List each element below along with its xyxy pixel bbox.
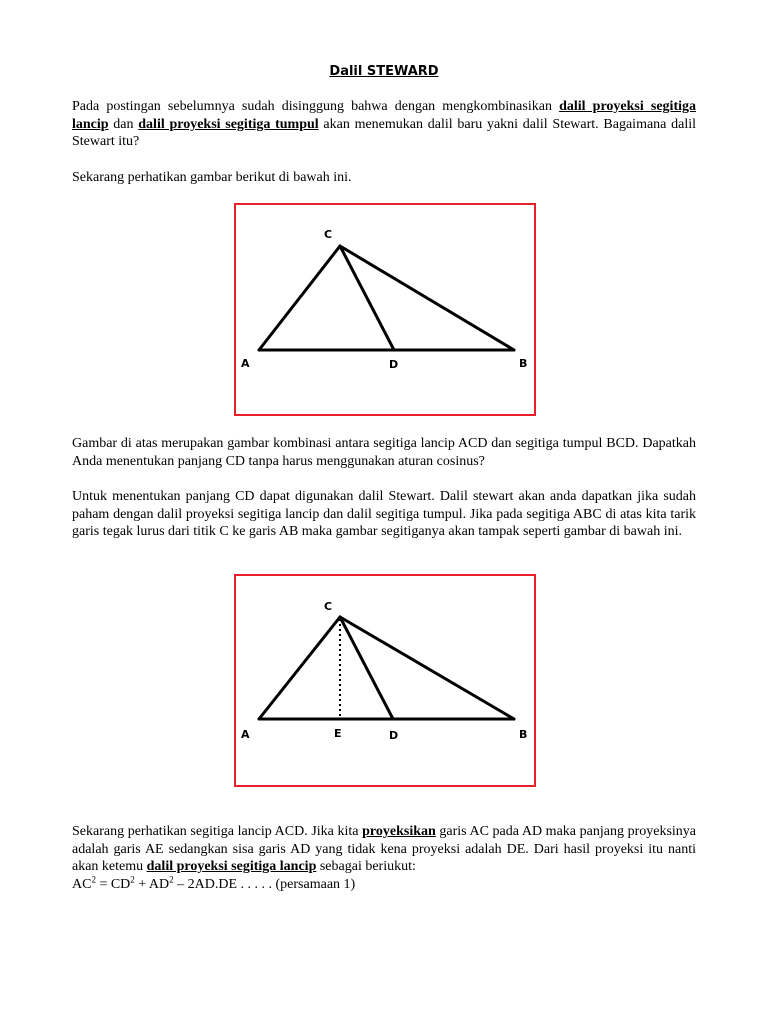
figure-triangle-abc-altitude <box>234 574 536 787</box>
equation-1 <box>72 876 696 894</box>
label-c: C <box>324 228 333 241</box>
projection-text-1: Sekarang perhatikan segitiga lancip ACD. Jika kita <box>72 824 363 839</box>
explanation-paragraph: Untuk menentukan panjang CD dapat digunakan dalil Stewart. Dalil stewart akan anda dapatkan jika sudah paham dengan dalil proyeksi segitiga lancip dan dalil segitiga tumpul. Jika pada segitiga ABC di atas kita tarik garis tegak lurus dari titik C ke garis AB maka gambar segitiganya akan tampak seperti gambar di bawah ini. <box>72 489 696 539</box>
instruction-paragraph: Sekarang perhatikan gambar berikut di bawah ini. <box>72 170 352 185</box>
triangle-diagram-2 <box>236 576 534 785</box>
link-proyeksikan[interactable]: proyeksikan <box>362 824 436 839</box>
label-a: A <box>241 728 250 741</box>
eq-term-cd: = CD <box>95 877 131 892</box>
label-d: D <box>389 729 399 742</box>
projection-text-3: sebagai beriukut: <box>316 859 416 874</box>
label-d: D <box>389 358 399 371</box>
label-b: B <box>519 728 528 741</box>
label-e: E <box>334 727 342 740</box>
eq-exp-2: 2 <box>130 874 135 885</box>
eq-rest: – 2AD.DE . . . . . (persamaan 1) <box>173 877 356 892</box>
projection-text-2: garis AC pada AD maka panjang proyeksinya adalah garis AE sedangkan sisa garis AD yang tidak kena proyeksi adalah DE. Dari hasil proyeksi itu nanti akan ketemu <box>72 824 696 874</box>
link-dalil-proyeksi-segitiga-tumpul[interactable]: dalil proyeksi segitiga tumpul <box>138 116 319 132</box>
intro-text-1: Pada postingan sebelumnya sudah disinggung bahwa dengan mengkombinasikan <box>72 99 560 114</box>
triangle-diagram-1 <box>236 205 534 414</box>
eq-exp-1: 2 <box>91 874 96 885</box>
projection-paragraph <box>72 823 696 876</box>
eq-term-ad: + AD <box>134 877 170 892</box>
intro-paragraph <box>72 98 696 151</box>
link-dalil-proyeksi-segitiga-lancip-2[interactable]: dalil proyeksi segitiga lancip <box>146 859 317 874</box>
segment-ac <box>259 246 340 350</box>
eq-term-ac: AC <box>72 877 92 892</box>
intro-text-3: akan menemukan dalil baru yakni dalil Stewart. Bagaimana dalil Stewart itu? <box>72 116 697 149</box>
intro-text-2: dan <box>108 116 139 132</box>
label-c: C <box>324 600 333 613</box>
label-a: A <box>241 357 250 370</box>
label-b: B <box>519 357 528 370</box>
eq-exp-3: 2 <box>169 874 174 885</box>
segment-ac <box>259 617 340 719</box>
link-dalil-proyeksi-segitiga-lancip[interactable]: dalil proyeksi segitiga lancip <box>72 99 696 132</box>
figure-triangle-abc <box>234 203 536 416</box>
question-paragraph: Gambar di atas merupakan gambar kombinasi antara segitiga lancip ACD dan segitiga tumpul BCD. Dapatkah Anda menentukan panjang CD tanpa harus menggunakan aturan cosinus? <box>72 436 696 469</box>
page-title: Dalil STEWARD <box>329 64 439 79</box>
